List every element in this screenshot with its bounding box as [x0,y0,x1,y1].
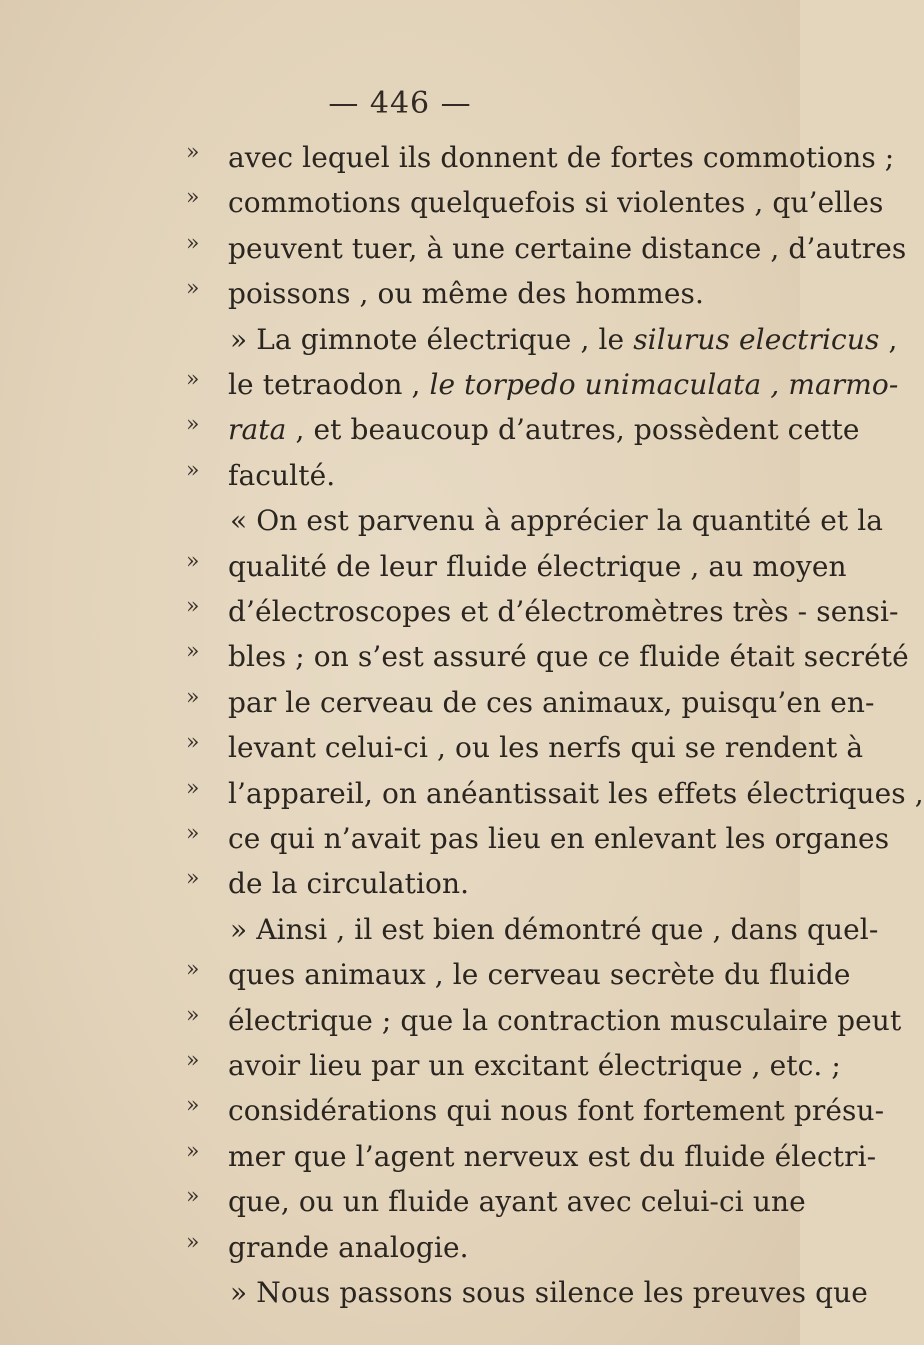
quote-mark: » [186,1003,200,1028]
text-line [0,955,851,1007]
text-line [0,501,884,553]
text-line [0,1273,868,1325]
text-line [0,274,800,326]
quote-mark: » [186,140,200,165]
text-line [0,183,884,235]
line-text: mer que l’agent nerveux est du fluide électri- [228,1140,877,1173]
line-text: » Ainsi , il est bien démontré que , dans quel- [230,913,879,946]
line-text: « On est parvenu à apprécier la quantité et la [230,504,884,537]
quote-mark: » [186,549,200,574]
quote-mark: » [186,730,200,755]
quote-mark: » [186,1093,200,1118]
quote-mark: » [186,957,200,982]
line-text: ce qui n’avait pas lieu en enlevant les organes [228,822,890,855]
quote-mark: » [186,866,200,891]
quote-mark: » [186,185,200,210]
quote-mark: » [186,231,200,256]
line-text: grande analogie. [228,1231,469,1264]
line-text: électrique ; que la contraction musculaire peut [228,1004,902,1037]
text-line [0,637,909,689]
line-text: de la circulation. [228,867,470,900]
quote-mark: » [186,594,200,619]
line-text [228,410,860,450]
text-line [0,728,864,780]
line-text: » Nous passons sous silence les preuves que [230,1276,868,1309]
line-text-plain: le tetraodon , [228,368,430,401]
text-line [0,410,860,462]
line-text [230,320,898,360]
line-text: par le cerveau de ces animaux, puisqu’en en- [228,686,875,719]
line-text: considérations qui nous font fortement présu- [228,1094,885,1127]
quote-mark: » [186,1139,200,1164]
line-text-italic: rata [228,413,287,446]
line-text: bles ; on s’est assuré que ce fluide était secrété [228,640,909,673]
line-text-italic: le torpedo unimaculata , marmo- [429,368,899,401]
text-line [0,1182,806,1234]
page-number: — 446 — [328,86,472,121]
quote-mark: » [186,412,200,437]
quote-mark: » [186,1184,200,1209]
line-text: peuvent tuer, à une certaine distance , d’autres [228,232,907,265]
quote-mark: » [186,367,200,392]
line-text-plain: , et beaucoup d’autres, possèdent cette [286,413,860,446]
quote-mark: » [186,1048,200,1073]
quote-mark: » [186,639,200,664]
line-text: l’appareil, on anéantissait les effets électriques , [228,777,924,810]
line-text: avoir lieu par un excitant électrique , etc. ; [228,1049,841,1082]
line-text: ques animaux , le cerveau secrète du fluide [228,958,851,991]
quote-mark: » [186,821,200,846]
line-text [228,365,899,405]
line-text-plain: , [879,323,898,356]
line-text: d’électroscopes et d’électromètres très - sensi- [228,595,899,628]
text-line [0,1091,885,1143]
text-line [0,864,800,916]
quote-mark: » [186,1230,200,1255]
line-text-plain: » La gimnote électrique , le [230,323,634,356]
quote-mark: » [186,458,200,483]
line-text: qualité de leur fluide électrique , au moyen [228,550,847,583]
line-text: levant celui-ci , ou les nerfs qui se rendent à [228,731,864,764]
line-text-italic: silurus electricus [633,323,880,356]
line-text: commotions quelquefois si violentes , qu’elles [228,186,884,219]
line-text: que, ou un fluide ayant avec celui-ci une [228,1185,806,1218]
quote-mark: » [186,685,200,710]
line-text: avec lequel ils donnent de fortes commotions ; [228,141,895,174]
quote-mark: » [186,276,200,301]
quote-mark: » [186,776,200,801]
line-text: faculté. [228,459,336,492]
line-text: poissons , ou même des hommes. [228,277,704,310]
